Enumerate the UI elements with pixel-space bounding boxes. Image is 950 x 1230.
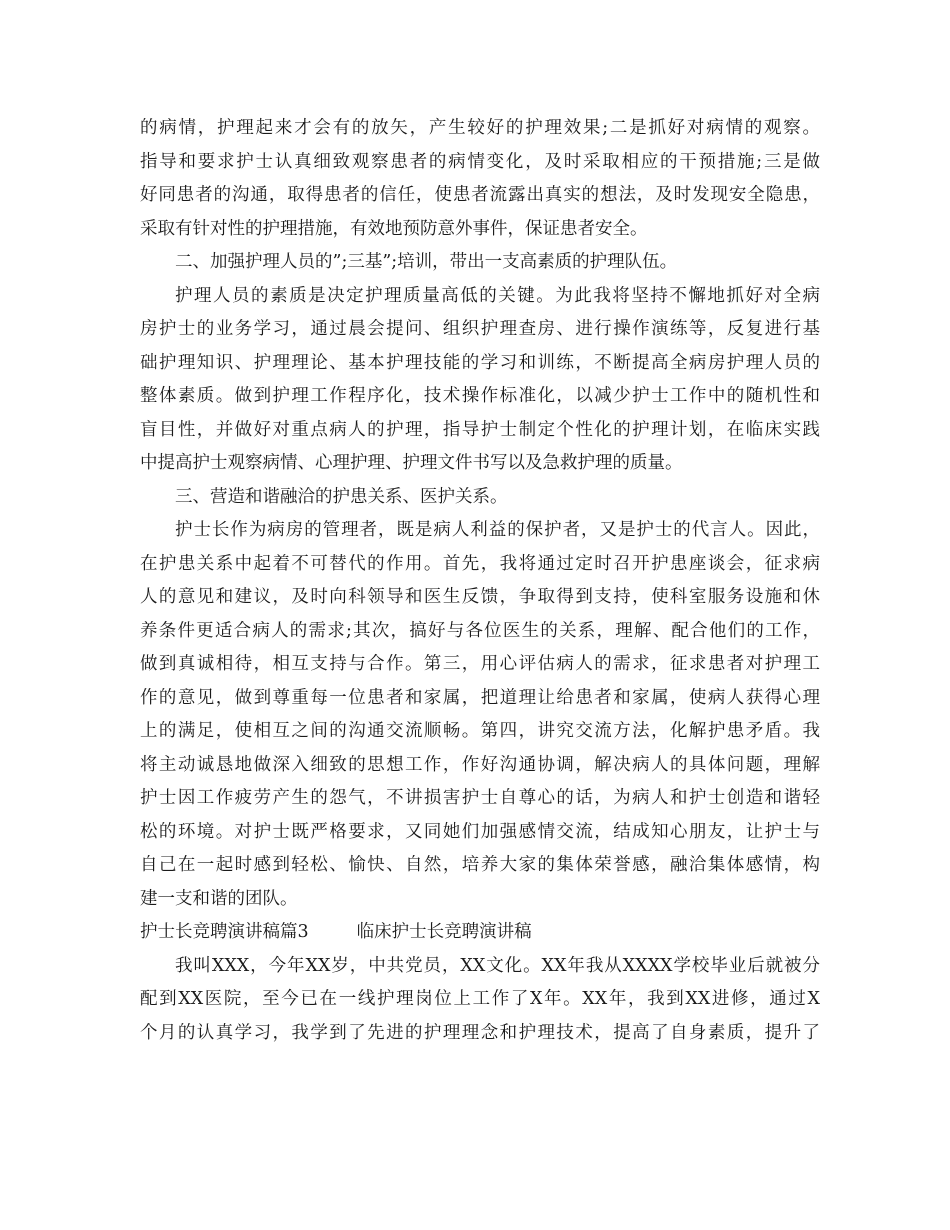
text-line: 采取有针对性的护理措施，有效地预防意外事件，保证患者安全。 <box>140 218 648 239</box>
text-line: 在护患关系中起着不可替代的作用。首先，我将通过定时召开护患座谈会，征求病 <box>140 553 820 574</box>
text-line: 的病情，护理起来才会有的放矢，产生较好的护理效果;二是抓好对病情的观察。 <box>140 118 820 138</box>
text-line: 盲目性，并做好对重点病人的护理，指导护士制定个性化的护理计划，在临床实践 <box>140 419 820 440</box>
text-line: 我叫XXX，今年XX岁，中共党员，XX文化。XX年我从XXXX学校毕业后就被分 <box>175 955 820 976</box>
text-line: 房护士的业务学习，通过晨会提问、组织护理查房、进行操作演练等，反复进行基 <box>140 319 820 339</box>
text-line: 建一支和谐的团队。 <box>140 888 298 909</box>
text-line: 础护理知识、护理理论、基本护理技能的学习和训练，不断提高全病房护理人员的 <box>140 352 820 373</box>
text-line: 护士因工作疲劳产生的怨气，不讲损害护士自尊心的话，为病人和护士创造和谐轻 <box>140 788 820 808</box>
paragraph-staff-training <box>140 280 820 481</box>
text-line: 指导和要求护士认真细致观察患者的病情变化，及时采取相应的干预措施;三是做 <box>140 151 820 172</box>
document-page <box>140 112 820 1050</box>
section-heading-3: 三、营造和谐融洽的护患关系、医护关系。 <box>175 486 508 507</box>
text-line: 个月的认真学习，我学到了先进的护理理念和护理技术，提高了自身素质，提升了 <box>140 1022 820 1043</box>
text-line: 配到XX医院，至今已在一线护理岗位上工作了X年。XX年，我到XX进修，通过X <box>140 989 820 1009</box>
article-title-right: 临床护士长竞聘演讲稿 <box>356 922 532 942</box>
section-heading-2: 二、加强护理人员的”;三基”;培训，带出一支高素质的护理队伍。 <box>175 252 678 272</box>
text-line: 作的意见，做到尊重每一位患者和家属，把道理让给患者和家属，使病人获得心理 <box>140 687 820 708</box>
text-line: 上的满足，使相互之间的沟通交流顺畅。第四，讲究交流方法，化解护患矛盾。我 <box>140 721 820 741</box>
article-title-left: 护士长竞聘演讲稿篇3 <box>140 922 309 942</box>
text-line: 做到真诚相待，相互支持与合作。第三，用心评估病人的需求，征求患者对护理工 <box>140 654 820 674</box>
text-line: 自己在一起时感到轻松、愉快、自然，培养大家的集体荣誉感，融洽集体感情，构 <box>140 855 820 875</box>
text-line: 中提高护士观察病情、心理护理、护理文件书写以及急救护理的质量。 <box>140 453 683 473</box>
text-line: 整体素质。做到护理工作程序化，技术操作标准化，以减少护士工作中的随机性和 <box>140 386 820 406</box>
text-line: 好同患者的沟通，取得患者的信任，使患者流露出真实的想法，及时发现安全隐患， <box>140 185 820 205</box>
paragraph-patient-care <box>140 112 820 246</box>
text-line: 人的意见和建议，及时向科领导和医生反馈，争取得到支持，使科室服务设施和休 <box>140 587 820 607</box>
text-line: 护士长作为病房的管理者，既是病人利益的保护者，又是护士的代言人。因此， <box>175 520 820 540</box>
text-line: 将主动诚恳地做深入细致的思想工作，作好沟通协调，解决病人的具体问题，理解 <box>140 754 820 775</box>
paragraph-self-intro <box>140 950 820 1051</box>
text-line: 护理人员的素质是决定护理质量高低的关键。为此我将坚持不懈地抓好对全病 <box>175 285 820 306</box>
text-line: 养条件更适合病人的需求;其次，搞好与各位医生的关系，理解、配合他们的工作， <box>140 620 820 641</box>
text-line: 松的环境。对护士既严格要求，又同她们加强感情交流，结成知心朋友，让护士与 <box>140 821 820 842</box>
article-title <box>140 916 820 950</box>
paragraph-relations <box>140 514 820 916</box>
